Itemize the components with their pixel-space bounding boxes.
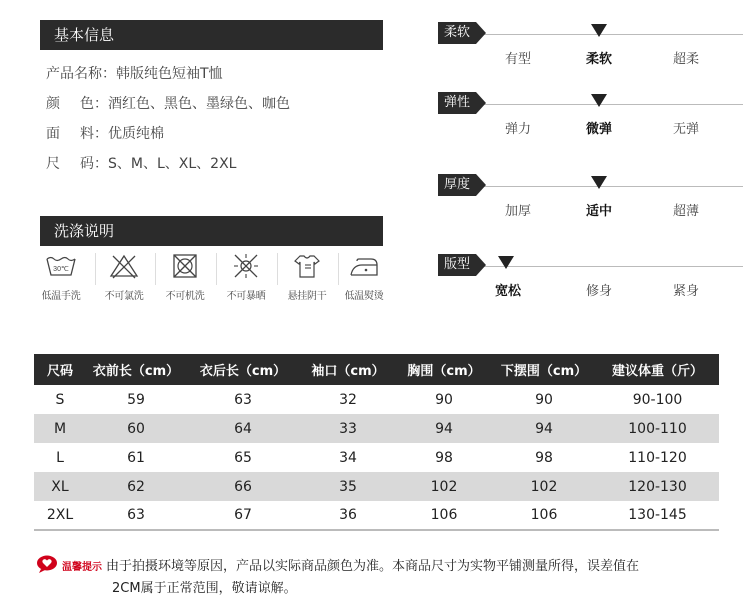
table-row [34,414,719,443]
wash-item-hand-wash [30,253,92,302]
heart-speech-icon [36,555,58,573]
scale-option-selected: 柔软 [585,52,612,67]
wash-item-no-sun [215,253,277,302]
table-header-cell: 下摆围（cm） [492,354,596,385]
wash-item-no-machine [154,253,216,302]
tag-arrow [476,22,486,44]
table-cell: 32 [339,391,357,408]
scale-option: 修身 [585,284,612,299]
product-name-label: 产品名称： [46,66,116,82]
size-line [46,153,236,173]
tag-arrow [476,92,486,114]
scale-tag: 弹性 [438,92,476,114]
scale-marker [591,176,607,189]
table-cell: 2XL [34,501,86,530]
table-cell: 102 [492,472,596,501]
table-cell: 62 [86,472,186,501]
wash-label: 低温熨烫 [344,291,384,302]
scale-softness [438,22,743,82]
material-line [46,123,164,143]
table-cell: 120-130 [596,472,719,501]
scale-marker [498,256,514,269]
table-cell: 102 [396,472,492,501]
table-cell: 106 [492,501,596,530]
scale-option: 超柔 [672,52,699,67]
scale-tag: 版型 [438,254,476,276]
table-cell: 106 [396,501,492,530]
color-line [46,93,290,113]
no-bleach-icon [108,253,140,279]
notice-label: 温馨提示 [62,562,102,573]
table-cell: 94 [396,414,492,443]
wash-label: 不可暴晒 [226,291,266,302]
table-row [34,472,719,501]
table-cell: 66 [186,472,300,501]
scale-tag: 厚度 [438,174,476,196]
basic-info-header: 基本信息 [40,20,383,50]
tag-arrow [476,174,486,196]
color-label: 颜色： [46,96,108,112]
scale-elasticity [438,92,743,152]
table-cell: M [34,414,86,443]
low-temp-iron-icon [348,253,380,279]
scale-option: 加厚 [504,204,531,219]
size-label: 尺码： [46,156,108,172]
wash-item-iron [333,253,395,302]
table-cell: 35 [300,472,396,501]
table-cell: 98 [435,449,453,466]
table-cell: 34 [339,449,357,466]
scale-option: 有型 [504,52,531,67]
material-value: 优质纯棉 [108,126,164,142]
scale-tag: 柔软 [438,22,476,44]
scale-option: 紧身 [672,284,699,299]
table-header-cell: 尺码 [34,354,86,385]
table-cell: 110-120 [628,449,687,466]
scale-thickness [438,174,743,234]
no-sun-dry-icon [230,253,262,279]
table-cell: 61 [127,449,145,466]
product-name-line [46,63,223,83]
table-cell: 98 [535,449,553,466]
table-cell: 63 [86,501,186,530]
color-value: 酒红色、黑色、墨绿色、咖色 [108,96,290,112]
product-name-value: 韩版纯色短袖T恤 [116,66,223,82]
wash-item-no-bleach [93,253,155,302]
notice-text-2: 2CM属于正常范围，敬请谅解。 [112,581,297,596]
table-cell: 90 [535,391,553,408]
table-cell: 100-110 [596,414,719,443]
table-header-cell: 袖口（cm） [300,354,396,385]
table-header-row [34,354,719,385]
scale-marker [591,24,607,37]
scale-option: 超薄 [672,204,699,219]
table-cell: 94 [492,414,596,443]
table-cell: 64 [186,414,300,443]
wash-label: 不可氯洗 [104,291,144,302]
table-header-cell: 建议体重（斤） [596,354,719,385]
wash-item-hang-dry [276,253,338,302]
wash-label: 不可机洗 [165,291,205,302]
svg-text:30℃: 30℃ [53,266,69,273]
table-header-cell: 衣前长（cm） [86,354,186,385]
notice-text-1: 由于拍摄环境等原因，产品以实际商品颜色为准。本商品尺寸为实物平铺测量所得，误差值在 [106,559,640,574]
table-cell: 90-100 [632,391,683,408]
table-row [34,501,719,530]
table-cell: 60 [86,414,186,443]
scale-option-selected: 微弹 [585,122,612,137]
table-cell: 67 [186,501,300,530]
scale-fit [438,254,743,314]
table-cell: L [56,449,64,466]
table-cell: 63 [234,391,252,408]
table-cell: 59 [127,391,145,408]
table-cell: 33 [300,414,396,443]
wash-label: 低温手洗 [41,291,81,302]
table-row [34,385,719,414]
size-value: S、M、L、XL、2XL [108,156,237,172]
scale-option-selected: 宽松 [494,284,521,299]
warm-notice [36,555,726,599]
hand-wash-30-icon [45,253,77,279]
hang-dry-shade-icon [291,253,323,279]
tag-arrow [476,254,486,276]
table-cell: 36 [300,501,396,530]
wash-instructions-header: 洗涤说明 [40,216,383,246]
scale-option: 弹力 [504,122,531,137]
table-cell: 90 [435,391,453,408]
size-table [34,354,719,531]
table-cell: 130-145 [596,501,719,530]
table-header-cell: 胸围（cm） [396,354,492,385]
table-header-cell: 衣后长（cm） [186,354,300,385]
table-cell: 65 [234,449,252,466]
table-row [34,443,719,472]
table-cell: S [55,391,65,408]
scale-option: 无弹 [672,122,699,137]
scale-option-selected: 适中 [585,204,612,219]
wash-label: 悬挂阴干 [287,291,327,302]
scale-marker [591,94,607,107]
notice-line-1 [36,555,726,578]
no-machine-wash-icon [169,253,201,279]
table-cell: XL [34,472,86,501]
material-label: 面料： [46,126,108,142]
